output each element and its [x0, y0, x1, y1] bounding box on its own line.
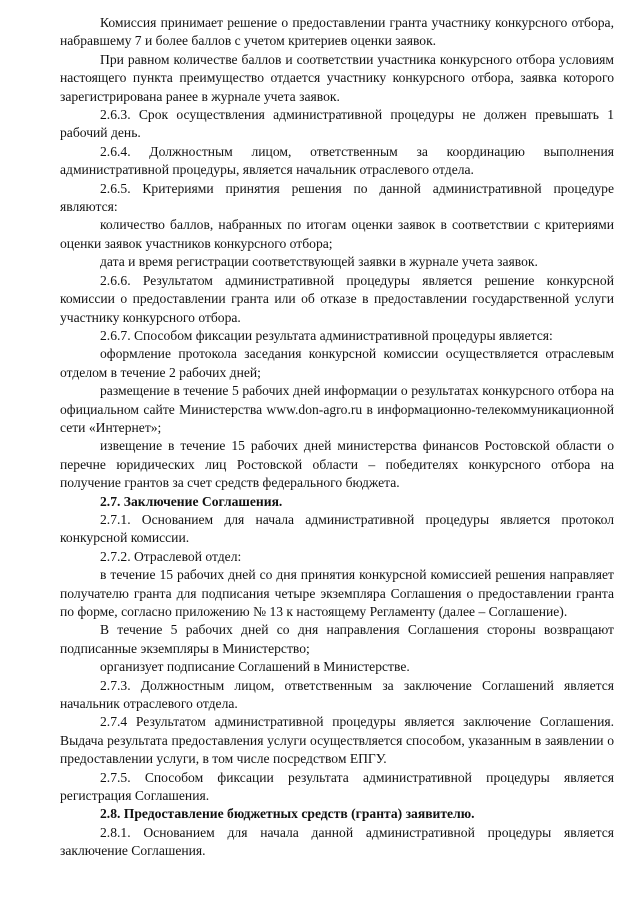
paragraph: 2.6.6. Результатом административной процедуры является решение конкурсной комиссии о предоставлении гранта или об отказе в предоставлении государственной услуги участнику конкурсного отбора. — [60, 272, 614, 325]
section-heading: 2.7. Заключение Соглашения. — [100, 493, 283, 509]
paragraph: 2.6.7. Способом фиксации результата административной процедуры является: — [100, 327, 553, 343]
paragraph: 2.7.3. Должностным лицом, ответственным за заключение Соглашений является начальник отраслевого отдела. — [60, 677, 614, 712]
paragraph: оформление протокола заседания конкурсной комиссии осуществляется отраслевым отделом в течение 2 рабочих дней; — [60, 346, 614, 380]
paragraph: Комиссия принимает решение о предоставлении гранта участнику конкурсного отбора, набравшему 7 и более баллов с учетом критериев оценки заявок. — [60, 15, 614, 49]
paragraph: В течение 5 рабочих дней со дня направления Соглашения стороны возвращают подписанные экземпляры в Министерство; — [60, 622, 614, 656]
paragraph: дата и время регистрации соответствующей заявки в журнале учета заявок. — [100, 254, 538, 270]
paragraph: 2.7.5. Способом фиксации результата административной процедуры является регистрация Соглашения. — [60, 769, 614, 804]
paragraph: 2.6.4. Должностным лицом, ответственным за координацию выполнения административной процедуры, является начальник отраслевого отдела. — [60, 143, 614, 178]
paragraph: 2.8.1. Основанием для начала данной административной процедуры является заключение Соглашения. — [60, 824, 614, 859]
paragraph: размещение в течение 5 рабочих дней информации о результатах конкурсного отбора на официальном сайте Министерства www.don-agro.ru в информационно-телекоммуникационной сети «Интернет»; — [60, 383, 614, 435]
paragraph: 2.6.5. Критериями принятия решения по данной административной процедуре являются: — [60, 180, 614, 215]
paragraph: 2.6.3. Срок осуществления административной процедуры не должен превышать 1 рабочий день. — [60, 107, 614, 141]
section-heading: 2.8. Предоставление бюджетных средств (гранта) заявителю. — [100, 806, 475, 822]
paragraph: 2.7.4 Результатом административной процедуры является заключение Соглашения. Выдача результата предоставления услуги осуществляется способом, указанным в заявлении о предоставлении услуги, в том числе посредством ЕПГУ. — [60, 714, 614, 767]
paragraph: 2.7.2. Отраслевой отдел: — [100, 548, 242, 564]
paragraph: При равном количестве баллов и соответствии участника конкурсного отбора условиям настоящего пункта преимущество отдается участнику конкурсного отбора, заявка которого зарегистрирована ранее в журнале учета заявок. — [60, 51, 614, 104]
paragraph: извещение в течение 15 рабочих дней министерства финансов Ростовской области о перечне юридических лиц Ростовской области – победителях конкурсного отбора на получение грантов за счет средств федерального бюджета. — [60, 438, 614, 491]
paragraph: организует подписание Соглашений в Министерстве. — [100, 659, 410, 675]
paragraph: 2.7.1. Основанием для начала административной процедуры является протокол конкурсной комиссии. — [60, 511, 614, 546]
paragraph: в течение 15 рабочих дней со дня принятия конкурсной комиссией решения направляет получателю гранта для подписания четыре экземпляра Соглашения о предоставлении гранта по форме, согласно приложению № 13 к настоящему Регламенту (далее – Соглашение). — [60, 567, 614, 619]
paragraph: количество баллов, набранных по итогам оценки заявок в соответствии с критериями оценки заявок участников конкурсного отбора; — [60, 217, 614, 251]
